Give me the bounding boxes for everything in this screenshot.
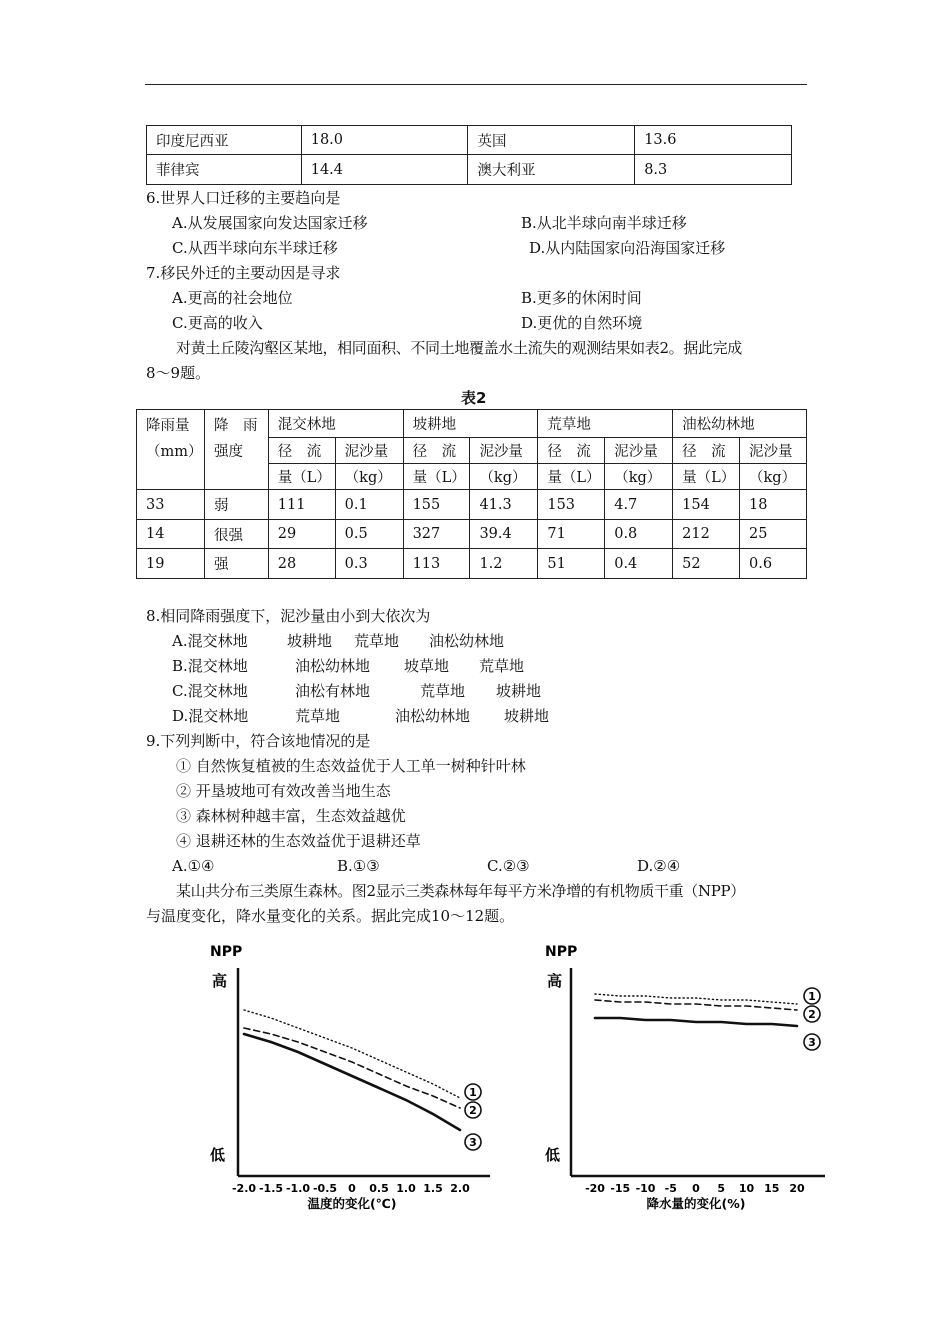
q9-statement: ① 自然恢复植被的生态效益优于人工单一树种针叶林 [176,757,526,775]
q7-option-d: D.更优的自然环境 [521,314,643,332]
x-tick-label: -10 [635,1182,656,1195]
intro-paragraph-line: 对黄土丘陵沟壑区某地，相同面积、不同土地覆盖水土流失的观测结果如表2。据此完成 [176,339,742,357]
y-high-label: 高 [547,972,563,990]
table-cell: 4.7 [605,490,673,520]
q6-option-c: C.从西半球向东半球迁移 [172,239,338,257]
header-runoff: 径 流 [538,438,605,464]
table-row [147,155,792,185]
table-cell: 212 [673,520,740,549]
intro-paragraph-line: 某山共分布三类原生森林。图2显示三类森林每年每平方米净增的有机物质干重（NPP） [176,882,745,900]
x-axis-label: 降水量的变化(%) [646,1196,746,1210]
npp-temperature-chart [200,938,500,1210]
x-tick-label: 2.0 [450,1182,470,1195]
header-sediment-unit: （kg） [605,464,673,490]
table-cell: 0.5 [335,520,403,549]
header-sediment-unit: （kg） [740,464,807,490]
table-cell: 0.4 [605,549,673,579]
x-tick-label: -5 [664,1182,677,1195]
x-tick-label: 0 [692,1182,700,1195]
y-axis-label: NPP [545,944,578,960]
x-tick-label: 0.5 [369,1182,389,1195]
q7-option-c: C.更高的收入 [172,314,263,332]
header-land-type: 坡耕地 [403,410,538,438]
table-cell: 18 [740,490,807,520]
x-tick-label: 5 [717,1182,726,1195]
table-row [137,490,807,520]
q9-statement: ② 开垦坡地可有效改善当地生态 [176,782,391,800]
x-axis-label: 温度的变化(℃) [307,1196,397,1210]
q9-statement: ③ 森林树种越丰富，生态效益越优 [176,807,406,825]
q6-option-b: B.从北半球向南半球迁移 [521,214,687,232]
header-sediment: 泥沙量 [470,438,538,464]
header-sediment-unit: （kg） [335,464,403,490]
header-sediment: 泥沙量 [335,438,403,464]
table-cell: 澳大利亚 [468,155,635,185]
x-tick-label: 1.5 [423,1182,443,1195]
table-cell: 327 [403,520,470,549]
x-tick-label: -0.5 [312,1182,338,1195]
table-caption: 表2 [461,389,487,407]
table-cell: 71 [538,520,605,549]
x-tick-label: 0 [348,1182,356,1195]
y-low-label: 低 [545,1146,561,1164]
table-cell: 29 [268,520,335,549]
header-runoff-unit: 量（L） [538,464,605,490]
table-cell: 英国 [468,126,635,155]
table-cell: 113 [403,549,470,579]
table-cell: 52 [673,549,740,579]
y-axis-label: NPP [210,944,243,960]
table-cell: 39.4 [470,520,538,549]
table-cell: 155 [403,490,470,520]
q6-option-a: A.从发展国家向发达国家迁移 [172,214,368,232]
header-rule [145,84,807,85]
table-cell: 153 [538,490,605,520]
x-tick-label: 20 [789,1182,805,1195]
q9-stem: 9.下列判断中，符合该地情况的是 [146,732,371,750]
x-tick-label: -20 [585,1182,605,1195]
q7-stem: 7.移民外迁的主要动因是寻求 [146,264,341,282]
soil-erosion-table [136,409,807,579]
q9-statement: ④ 退耕还林的生态效益优于退耕还草 [176,832,421,850]
x-tick-label: 10 [738,1182,755,1195]
table-cell: 菲律宾 [147,155,302,185]
intro-paragraph-line: 与温度变化，降水量变化的关系。据此完成10～12题。 [146,907,515,925]
table-cell: 强 [204,549,268,579]
header-intensity: 降 雨 强度 [204,410,268,490]
series-line-3 [595,1018,797,1026]
series-label: 3 [808,1036,816,1049]
header-land-type: 荒草地 [538,410,673,438]
x-tick-label: -1.0 [285,1182,311,1195]
table-cell: 0.8 [605,520,673,549]
q7-option-b: B.更多的休闲时间 [521,289,642,307]
table-cell: 很强 [204,520,268,549]
header-runoff-unit: 量（L） [403,464,470,490]
series-label: 3 [469,1136,477,1149]
q7-option-a: A.更高的社会地位 [172,289,293,307]
header-land-type: 油松幼林地 [673,410,807,438]
table-cell: 33 [137,490,205,520]
header-sediment: 泥沙量 [740,438,807,464]
table-cell: 18.0 [301,126,468,155]
table-row [137,549,807,579]
series-label: 1 [808,990,816,1003]
y-high-label: 高 [212,972,228,990]
q9-option-c: C.②③ [487,857,530,875]
table-cell: 41.3 [470,490,538,520]
table-cell: 14.4 [301,155,468,185]
table-cell: 111 [268,490,335,520]
table-cell: 154 [673,490,740,520]
x-tick-label: 15 [764,1182,780,1195]
q9-option-b: B.①③ [337,857,380,875]
header-runoff: 径 流 [268,438,335,464]
table-cell: 13.6 [635,126,792,155]
table-row [147,126,792,155]
header-rainfall: 降雨量 （mm） [137,410,205,490]
header-runoff: 径 流 [403,438,470,464]
series-line-2 [244,1028,460,1108]
y-low-label: 低 [210,1146,226,1164]
series-label: 2 [808,1008,816,1021]
intro-paragraph-line: 8～9题。 [146,364,211,382]
table-cell: 19 [137,549,205,579]
q6-option-d: D.从内陆国家向沿海国家迁移 [529,239,726,257]
header-runoff: 径 流 [673,438,740,464]
header-land-type: 混交林地 [268,410,403,438]
table-cell: 25 [740,520,807,549]
table-cell: 0.3 [335,549,403,579]
table-cell: 28 [268,549,335,579]
q8-stem: 8.相同降雨强度下，泥沙量由小到大依次为 [146,607,431,625]
header-runoff-unit: 量（L） [673,464,740,490]
table-row [137,520,807,549]
x-tick-label: -2.0 [231,1182,257,1195]
x-tick-label: -15 [610,1182,631,1195]
series-label: 1 [469,1086,477,1099]
q9-option-a: A.①④ [172,857,215,875]
npp-precipitation-chart [535,938,835,1210]
x-tick-label: -1.5 [258,1182,284,1195]
table-header-row [137,410,807,438]
table-cell: 印度尼西亚 [147,126,302,155]
population-table [146,125,792,185]
table-cell: 0.1 [335,490,403,520]
table-cell: 弱 [204,490,268,520]
header-sediment-unit: （kg） [470,464,538,490]
q6-stem: 6.世界人口迁移的主要趋向是 [146,189,341,207]
x-tick-label: 1.0 [396,1182,416,1195]
table-cell: 14 [137,520,205,549]
table-cell: 1.2 [470,549,538,579]
table-cell: 51 [538,549,605,579]
series-label: 2 [469,1104,477,1117]
q9-option-d: D.②④ [637,857,681,875]
header-sediment: 泥沙量 [605,438,673,464]
table-cell: 8.3 [635,155,792,185]
table-cell: 0.6 [740,549,807,579]
header-runoff-unit: 量（L） [268,464,335,490]
series-line-1 [244,1010,460,1098]
